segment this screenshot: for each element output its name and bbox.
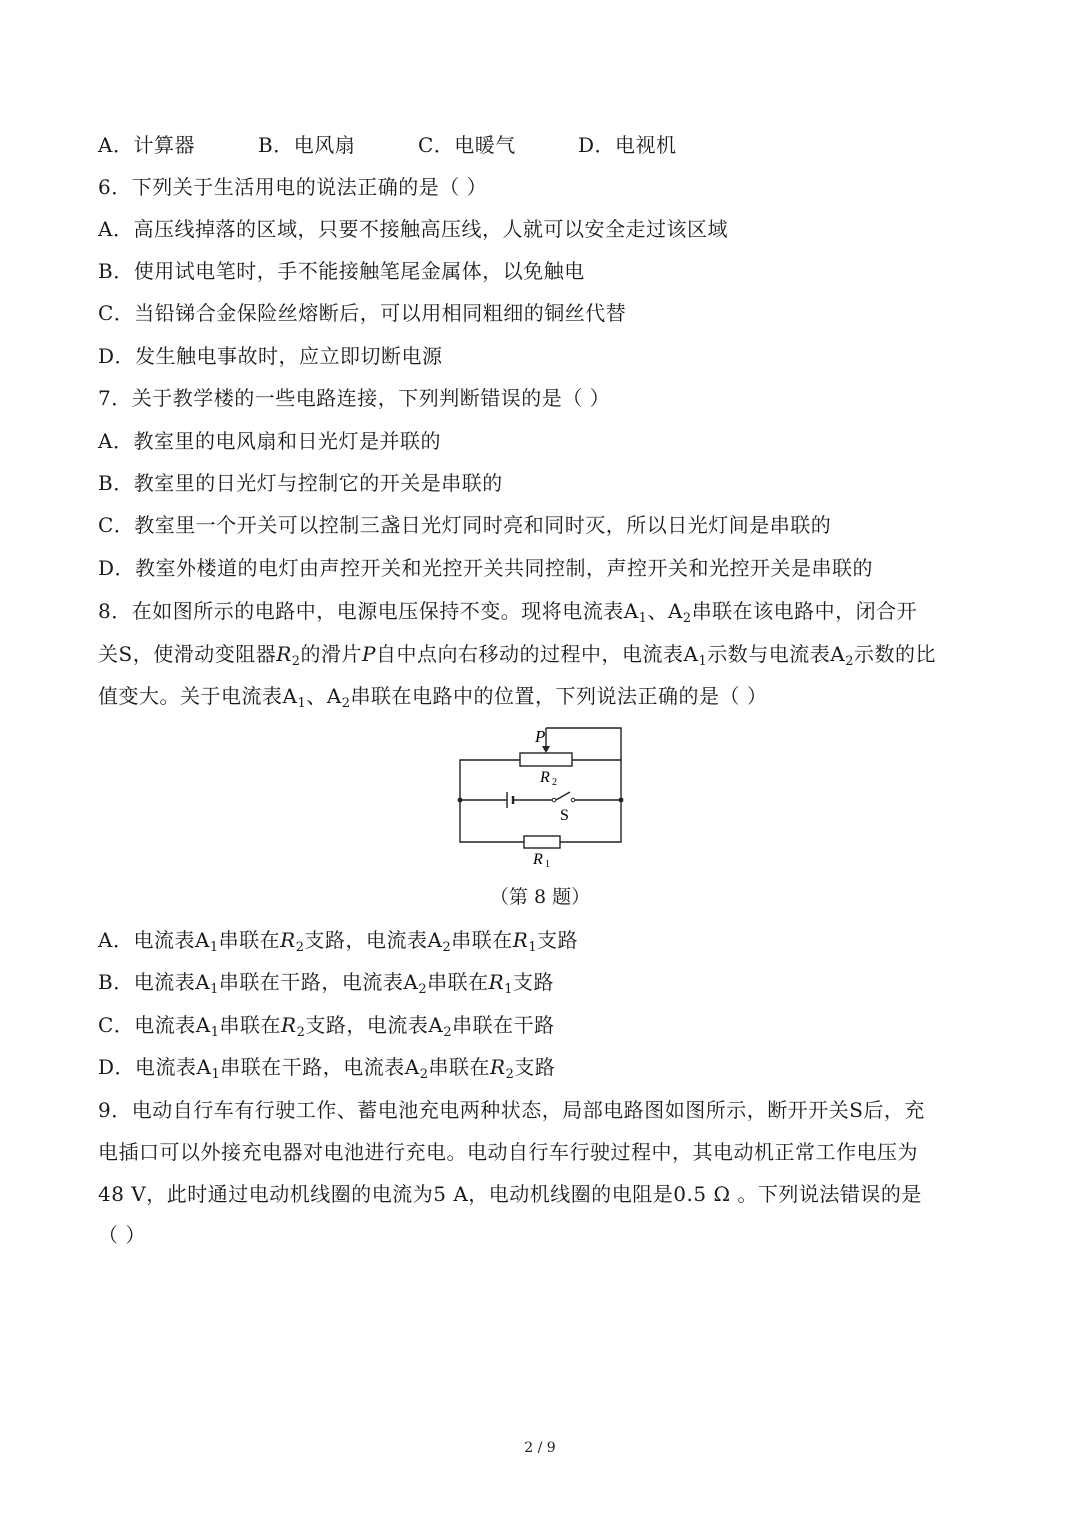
q9-line4: （ ） [98,1223,146,1247]
wire-top-right [572,760,621,800]
q6-option-b: B．使用试电笔时，手不能接触笔尾金属体，以免触电 [98,259,585,283]
wire-bottom-right [560,800,621,842]
q7-option-b: B．教室里的日光灯与控制它的开关是串联的 [98,471,503,495]
q5-option-a: A．计算器 [98,133,195,157]
label-s: S [560,807,569,824]
q6-option-c: C．当铅锑合金保险丝熔断后，可以用相同粗细的铜丝代替 [98,301,627,325]
page-number: 2 / 9 [524,1440,556,1456]
label-r2: R [540,769,550,786]
wire-top-left [460,760,520,800]
label-r1-sub: 1 [545,859,550,870]
q9-line2: 电插口可以外接充电器对电池进行充电。电动自行车行驶过程中，其电动机正常工作电压为 [98,1140,918,1164]
q8-stem-line3: 值变大。关于电流表$A_1$、$A_2$串联在电路中的位置，下列说法正确的是（ ） [98,684,768,711]
junction-left [458,798,463,803]
switch-pivot [552,798,556,802]
label-p: P [535,727,546,746]
slider-arrow-head [542,746,550,753]
switch-lever [556,792,570,800]
label-r2-sub: 2 [552,777,557,788]
q8-option-b: B．电流表$A_1$串联在干路，电流表$A_2$串联在$R_1$支路 [98,970,554,997]
q7-option-a: A．教室里的电风扇和日光灯是并联的 [98,429,441,453]
q5-options [98,131,677,159]
q8-option-c: C．电流表$A_1$串联在$R_2$支路，电流表$A_2$串联在干路 [98,1013,555,1040]
q8-stem-line2: 关S，使滑动变阻器$R_2$的滑片P自中点向右移动的过程中，电流表$A_1$示数与电流表$A_2$示数的比 [98,642,936,669]
switch-contact [571,798,575,802]
q5-option-d: D．电视机 [578,133,677,157]
q5-option-b: B．电风扇 [258,133,356,157]
q8-stem-line1: 8．在如图所示的电路中，电源电压保持不变。现将电流表$A_1$、$A_2$串联在该电路中，闭合开 [98,599,918,626]
junction-right [619,798,624,803]
resistor-r1 [524,836,560,848]
q9-line1: 9．电动自行车有行驶工作、蓄电池充电两种状态，局部电路图如图所示，断开开关S后，充 [98,1098,925,1122]
q6-stem: 6．下列关于生活用电的说法正确的是（ ） [98,175,488,199]
q6-option-d: D．发生触电事故时，应立即切断电源 [98,344,443,368]
slider-wire [546,728,621,760]
q7-option-c: C．教室里一个开关可以控制三盏日光灯同时亮和同时灭，所以日光灯间是串联的 [98,513,832,537]
q5-option-c: C．电暖气 [418,133,516,157]
q8-option-a: A．电流表$A_1$串联在$R_2$支路，电流表$A_2$串联在$R_1$支路 [98,928,579,955]
q9-line3: 48 V，此时通过电动机线圈的电流为5 A，电动机线圈的电阻是0.5 Ω 。下列说法错误的是 [98,1182,922,1206]
q7-option-d: D．教室外楼道的电灯由声控开关和光控开关共同控制，声控开关和光控开关是串联的 [98,556,874,580]
figure-caption: （第 8 题） [489,886,591,908]
label-r1: R [533,851,543,868]
circuit-diagram [440,720,640,880]
wire-bottom-left [460,800,524,842]
resistor-r2 [520,753,572,766]
q6-option-a: A．高压线掉落的区域，只要不接触高压线，人就可以安全走过该区域 [98,217,728,241]
q8-option-d: D．电流表$A_1$串联在干路，电流表$A_2$串联在$R_2$支路 [98,1055,556,1082]
q7-stem: 7．关于教学楼的一些电路连接，下列判断错误的是（ ） [98,386,611,410]
